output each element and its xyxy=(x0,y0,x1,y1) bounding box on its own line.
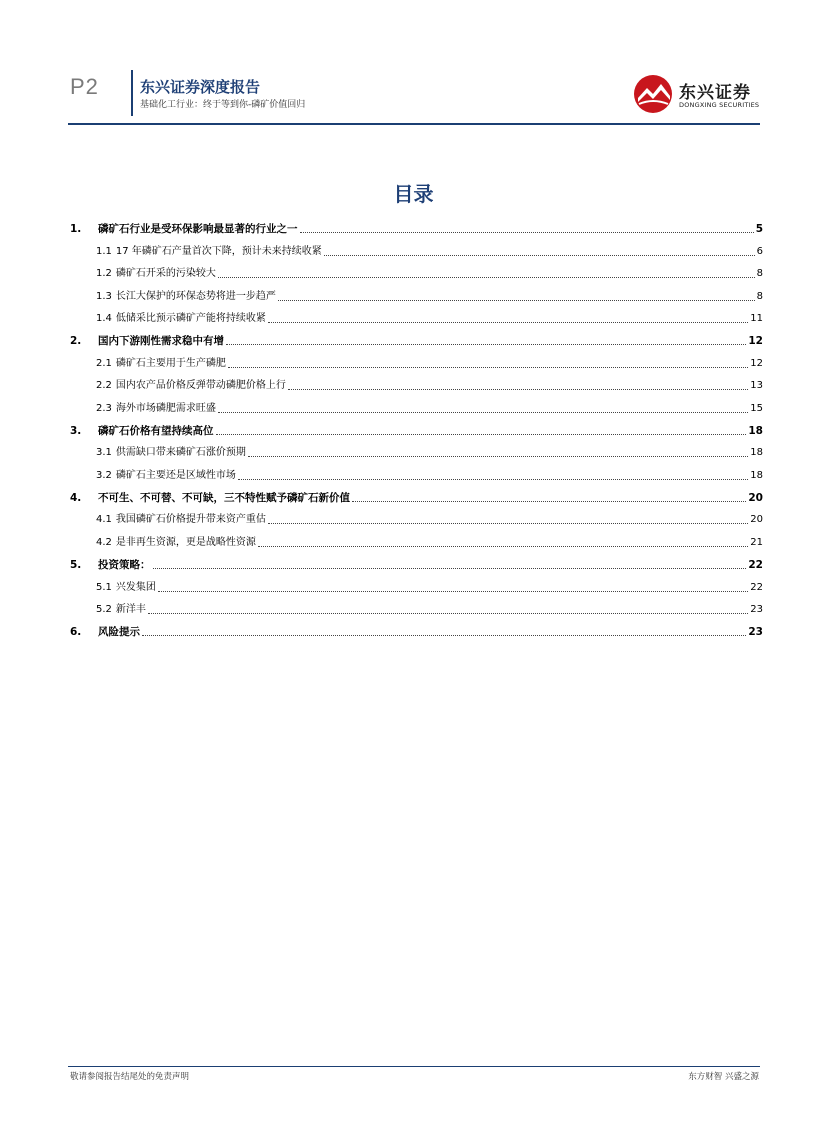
toc-entry-page: 18 xyxy=(750,447,763,459)
toc-entry-page: 23 xyxy=(748,626,763,639)
toc-entry-title: 我国磷矿石价格提升带来资产重估 xyxy=(115,514,266,526)
toc-entry-number: 2.1 xyxy=(96,357,112,369)
toc-entry-page: 5 xyxy=(755,223,763,236)
report-subtitle: 基础化工行业：终于等到你-磷矿价值回归 xyxy=(140,100,306,110)
toc-entry-number: 1.3 xyxy=(96,290,112,302)
toc-entry-page: 20 xyxy=(748,492,763,505)
toc-leader-dots xyxy=(268,321,748,323)
footer-rule xyxy=(68,1066,760,1067)
toc-leader-dots xyxy=(300,231,754,233)
footer-disclaimer: 敬请参阅报告结尾处的免责声明 xyxy=(70,1072,190,1082)
toc-entry-number: 3.2 xyxy=(96,469,112,481)
toc-entry-title: 不可生、不可替、不可缺，三不特性赋予磷矿石新价值 xyxy=(98,492,350,505)
toc-entry-number: 5.2 xyxy=(96,604,112,616)
header-rule xyxy=(68,123,760,125)
toc-entry-page: 20 xyxy=(750,514,763,526)
toc-entry-title: 是非再生资源，更是战略性资源 xyxy=(115,536,256,548)
toc-leader-dots xyxy=(248,455,748,457)
toc-leader-dots xyxy=(218,411,748,413)
toc-entry-page: 23 xyxy=(750,604,763,616)
toc-entry[interactable] xyxy=(70,371,763,393)
toc-leader-dots xyxy=(238,478,748,480)
toc-entry-title: 磷矿石主要用于生产磷肥 xyxy=(115,357,226,369)
table-of-contents xyxy=(70,214,763,639)
toc-leader-dots xyxy=(142,634,746,636)
toc-entry-page: 21 xyxy=(750,536,763,548)
toc-entry-title: 国内农产品价格反弹带动磷肥价格上行 xyxy=(115,380,286,392)
toc-leader-dots xyxy=(324,254,755,256)
toc-leader-dots xyxy=(216,433,747,435)
toc-entry[interactable] xyxy=(70,550,763,572)
toc-entry[interactable] xyxy=(70,572,763,594)
toc-entry-page: 18 xyxy=(750,469,763,481)
toc-entry-title: 风险提示 xyxy=(98,626,140,639)
toc-entry[interactable] xyxy=(70,416,763,438)
toc-entry[interactable] xyxy=(70,281,763,303)
toc-entry-page: 15 xyxy=(750,402,763,414)
toc-leader-dots xyxy=(228,366,748,368)
page-number: P2 xyxy=(70,74,99,99)
toc-entry-title: 低储采比预示磷矿产能将持续收紧 xyxy=(115,312,266,324)
toc-leader-dots xyxy=(268,522,748,524)
logo-text-en: DONGXING SECURITIES xyxy=(679,101,760,109)
toc-entry[interactable] xyxy=(70,236,763,258)
toc-entry[interactable] xyxy=(70,595,763,617)
toc-leader-dots xyxy=(148,612,748,614)
toc-entry-number: 1.1 xyxy=(96,245,112,257)
toc-entry-number: 6. xyxy=(70,626,82,639)
toc-entry-page: 13 xyxy=(750,380,763,392)
toc-entry-title: 兴发集团 xyxy=(115,581,156,593)
toc-leader-dots xyxy=(278,299,755,301)
toc-entry-number: 5. xyxy=(70,559,82,572)
toc-entry-page: 12 xyxy=(750,357,763,369)
report-title: 东兴证券深度报告 xyxy=(140,78,261,96)
toc-leader-dots xyxy=(226,343,746,345)
toc-entry-number: 4. xyxy=(70,492,82,505)
toc-entry-number: 5.1 xyxy=(96,581,112,593)
toc-entry-title: 磷矿石价格有望持续高位 xyxy=(98,424,214,437)
company-logo xyxy=(633,74,763,114)
logo-text-cn: 东兴证券 xyxy=(679,83,751,103)
toc-entry-page: 18 xyxy=(748,424,763,437)
toc-entry-page: 8 xyxy=(756,290,763,302)
toc-entry[interactable] xyxy=(70,438,763,460)
toc-leader-dots xyxy=(352,500,746,502)
toc-entry-title: 海外市场磷肥需求旺盛 xyxy=(115,402,216,414)
toc-entry-page: 22 xyxy=(748,559,763,572)
toc-entry[interactable] xyxy=(70,527,763,549)
toc-entry[interactable] xyxy=(70,393,763,415)
toc-entry[interactable] xyxy=(70,326,763,348)
toc-leader-dots xyxy=(258,545,748,547)
toc-entry-number: 3. xyxy=(70,424,82,437)
toc-entry[interactable] xyxy=(70,348,763,370)
toc-entry-page: 8 xyxy=(756,268,763,280)
toc-entry-number: 2.3 xyxy=(96,402,112,414)
footer-slogan: 东方财智 兴盛之源 xyxy=(688,1072,759,1082)
toc-entry[interactable] xyxy=(70,259,763,281)
toc-entry[interactable] xyxy=(70,214,763,236)
toc-entry-title: 国内下游刚性需求稳中有增 xyxy=(98,335,224,348)
toc-entry-number: 2.2 xyxy=(96,380,112,392)
toc-title: 目录 xyxy=(393,182,434,206)
toc-leader-dots xyxy=(288,388,748,390)
toc-leader-dots xyxy=(153,567,747,569)
toc-entry-number: 3.1 xyxy=(96,447,112,459)
toc-entry[interactable] xyxy=(70,483,763,505)
toc-entry-number: 1.4 xyxy=(96,312,112,324)
toc-entry-title: 投资策略： xyxy=(98,559,151,572)
toc-entry-title: 磷矿石主要还是区域性市场 xyxy=(115,469,236,481)
toc-entry-title: 供需缺口带来磷矿石涨价预期 xyxy=(115,447,246,459)
toc-entry[interactable] xyxy=(70,617,763,639)
toc-entry-number: 1. xyxy=(70,223,82,236)
toc-entry[interactable] xyxy=(70,304,763,326)
toc-leader-dots xyxy=(218,276,755,278)
toc-entry-number: 1.2 xyxy=(96,268,112,280)
logo-emblem-icon xyxy=(633,74,675,114)
toc-entry[interactable] xyxy=(70,460,763,482)
toc-entry-title: 磷矿石行业是受环保影响最显著的行业之一 xyxy=(98,223,298,236)
toc-entry-title: 新洋丰 xyxy=(115,604,146,616)
toc-entry[interactable] xyxy=(70,505,763,527)
toc-entry-title: 长江大保护的环保态势将进一步趋严 xyxy=(115,290,276,302)
toc-entry-title: 17 年磷矿石产量首次下降，预计未来持续收紧 xyxy=(115,245,322,257)
toc-entry-number: 4.1 xyxy=(96,514,112,526)
header-divider xyxy=(131,70,133,116)
toc-entry-page: 12 xyxy=(748,335,763,348)
toc-entry-page: 6 xyxy=(756,245,763,257)
toc-entry-number: 4.2 xyxy=(96,536,112,548)
toc-entry-page: 11 xyxy=(750,312,763,324)
toc-entry-number: 2. xyxy=(70,335,82,348)
toc-leader-dots xyxy=(158,590,748,592)
toc-entry-title: 磷矿石开采的污染较大 xyxy=(115,268,216,280)
toc-entry-page: 22 xyxy=(750,581,763,593)
